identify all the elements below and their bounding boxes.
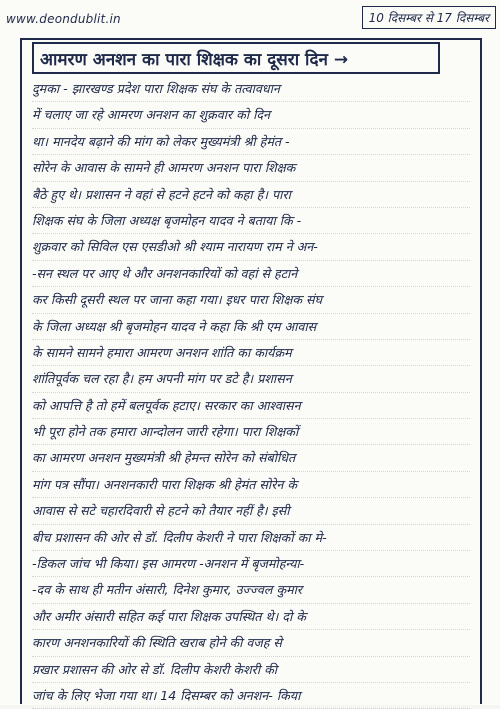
text-line: दुमका - झारखण्ड प्रदेश पारा शिक्षक संघ के तत्वावधान — [32, 76, 470, 102]
text-line: शिक्षक संघ के जिला अध्यक्ष बृजमोहन यादव ने बताया कि - — [32, 208, 470, 234]
text-line: को आपत्ति है तो हमें बलपूर्वक हटाए। सरकार का आश्वासन — [32, 393, 470, 419]
text-line: था। मानदेय बढ़ाने की मांग को लेकर मुख्यमंत्री श्री हेमंत - — [32, 129, 470, 155]
text-line: शांतिपूर्वक चल रहा है। हम अपनी मांग पर डटे है। प्रशासन — [32, 366, 470, 392]
text-line: जांच के लिए भेजा गया था। 14 दिसम्बर को अनशन- किया — [32, 683, 470, 709]
text-line: बीच प्रशासन की ओर से डॉ. दिलीप केशरी ने पारा शिक्षकों का मे- — [32, 525, 470, 551]
text-line: बैठे हुए थे। प्रशासन ने वहां से हटने हटने को कहा है। पारा — [32, 182, 470, 208]
page-title: आमरण अनशन का पारा शिक्षक का दूसरा दिन → — [40, 50, 349, 70]
text-line: भी पूरा होने तक हमारा आन्दोलन जारी रहेगा। पारा शिक्षकों — [32, 419, 470, 445]
page-header — [0, 0, 500, 36]
text-line: -डिकल जांच भी किया। इस आमरण -अनशन में बृजमोहन्या- — [32, 551, 470, 577]
text-line: के जिला अध्यक्ष श्री बृजमोहन यादव ने कहा कि श्री एम आवास — [32, 314, 470, 340]
text-line: कारण अनशनकारियों की स्थिति खराब होने की वजह से — [32, 630, 470, 656]
text-line: -सन स्थल पर आए थे और अनशनकारियों को वहां से हटाने — [32, 261, 470, 287]
text-line: और अमीर अंसारी सहित कई पारा शिक्षक उपस्थित थे। दो के — [32, 604, 470, 630]
text-line: मांग पत्र सौंपा। अनशनकारी पारा शिक्षक श्री हेमंत सोरेन के — [32, 472, 470, 498]
text-line: प्रखार प्रशासन की ओर से डॉ. दिलीप केशरी केशरी की — [32, 657, 470, 683]
body-text — [32, 76, 470, 709]
website-url: www.deondublit.in — [6, 12, 121, 26]
text-line: -दव के साथ ही मतीन अंसारी, दिनेश कुमार, उज्ज्वल कुमार — [32, 577, 470, 603]
text-line: के सामने सामने हमारा आमरण अनशन शांति का कार्यक्रम — [32, 340, 470, 366]
text-line: में चलाए जा रहे आमरण अनशन का शुक्रवार को दिन — [32, 102, 470, 128]
text-line: आवास से सटे चहारदिवारी से हटने को तैयार नहीं है। इसी — [32, 498, 470, 524]
text-line: कर किसी दूसरी स्थल पर जाना कहा गया। इधर पारा शिक्षक संघ — [32, 287, 470, 313]
text-line: का आमरण अनशन मुख्यमंत्री श्री हेमन्त सोरेन को संबोधित — [32, 445, 470, 471]
title-box — [32, 42, 440, 74]
text-line: सोरेन के आवास के सामने ही आमरण अनशन पारा शिक्षक — [32, 155, 470, 181]
date-box: 10 दिसम्बर से 17 दिसम्बर — [362, 6, 496, 29]
text-line: शुक्रवार को सिविल एस एसडीओ श्री श्याम नारायण राम ने अन- — [32, 234, 470, 260]
